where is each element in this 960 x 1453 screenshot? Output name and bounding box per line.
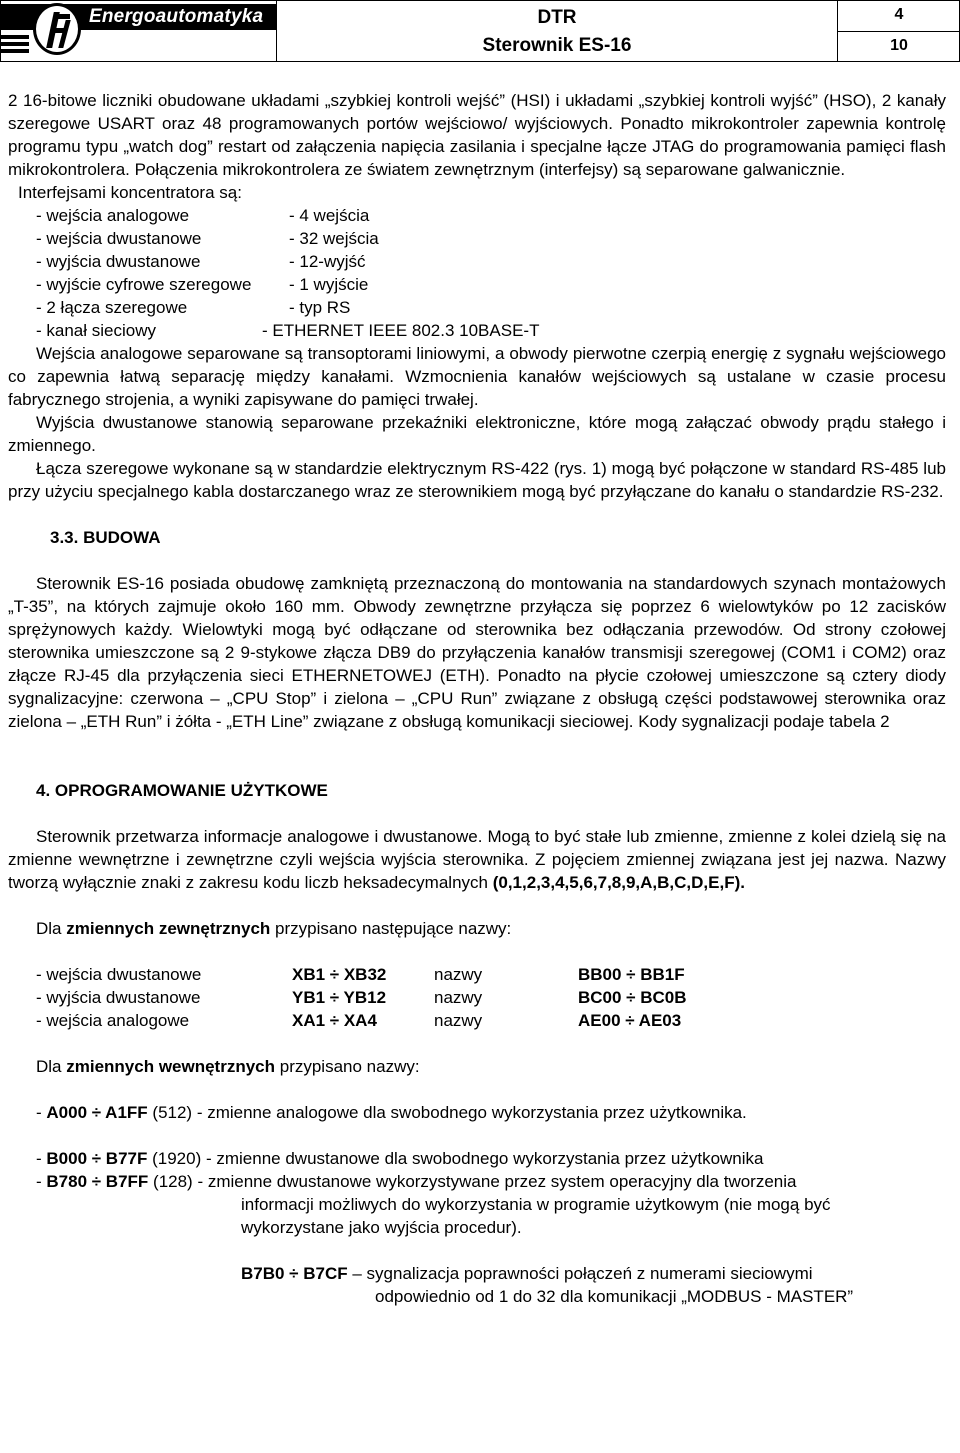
list-item [8, 250, 946, 273]
internal-var-network-status: B7B0 ÷ B7CF – sygnalizacja poprawności połączeń z numerami sieciowymi [241, 1264, 813, 1283]
section-heading-software: 4. OPROGRAMOWANIE UŻYTKOWE [36, 781, 328, 800]
section-heading-budowa: 3.3. BUDOWA [50, 528, 161, 547]
paragraph-binary-outputs: Wyjścia dwustanowe stanowią separowane przekaźniki elektroniczne, które mogą załączać obwody prądu stałego i zmiennego. [8, 413, 946, 455]
document-title: Sterownik ES-16 [482, 35, 632, 56]
list-item [8, 204, 946, 227]
paragraph-construction: Sterownik ES-16 posiada obudowę zamkniętą przeznaczoną do montowania na standardowych szynach montażowych „T-35”, na których zajmuje około 160 mm. Obwody zewnętrzne przyłącza się poprzez 6 wielowtyków po 12 zacisków sprężynowych każdy. Wielowtyki mogą być odłączane od sterownika bez odłączania przewodów. Od strony czołowej sterownika umieszczone są 2 9-stykowe złącza DB9 do przyłączenia kanałów transmisji szeregowej (COM1 i COM2) oraz złącze RJ-45 dla przyłączenia sieci ETHERNETOWEJ (ETH). Ponadto na płycie czołowej umieszczone są cztery diody sygnalizacyjne: czerwona – „CPU Stop” i zielona – „CPU Run” związane z obsługą części podstawowej sterownika oraz zielona – „ETH Run” i żółta - „ETH Line” związane z obsługą komunikacji sieciowej. Kody sygnalizacji podaje tabela 2 [8, 574, 946, 731]
interface-name: - kanał sieciowy [36, 321, 156, 340]
internal-var-binary-system: - B780 ÷ B7FF (128) - zmienne dwustanowe wykorzystywane przez system operacyjny dla tworzenia [36, 1172, 797, 1191]
section-number: 4 [838, 1, 960, 32]
header-frame [0, 0, 960, 62]
paragraph-serial-links: Łącza szeregowe wykonane są w standardzie elektrycznym RS-422 (rys. 1) mogą być połączone w standard RS-485 lub przy użyciu specjalnego kabla dostarczanego wraz ze sterownikiem mogą być przyłączane do kanału o standardzie RS-232. [8, 459, 946, 501]
interface-name: - wyjścia dwustanowe [36, 252, 201, 271]
logo-emblem-icon [33, 3, 81, 55]
company-logo [1, 1, 277, 61]
interfaces-intro: Interfejsami koncentratora są: [18, 183, 242, 202]
list-item [8, 273, 946, 296]
company-name: Energoautomatyka [89, 6, 264, 27]
paragraph-microcontroller: 2 16-bitowe liczniki obudowane układami „szybkiej kontroli wejść” (HSI) i układami „szybkiej kontroli wyjść” (HSO), 2 kanały szeregowe USART oraz 48 programowanych portów wejściowo/ wyjściowych. Ponadto mikrokontroler zapewnia kontrolę programu typu „watch dog” restart od załączenia napięcia zasilania i specjalne łącze JTAG do programowania pamięci flash mikrokontrolera. Połączenia mikrokontrolera ze światem zewnętrznym (interfejsy) są separowane galwanicznie. [8, 91, 946, 179]
table-row: - wejścia analogowe XA1 ÷ XA4 nazwy AE00 ÷ AE03 [36, 1011, 682, 1030]
interface-value: - 4 wejścia [289, 206, 370, 225]
table-row: - wyjścia dwustanowe YB1 ÷ YB12 nazwy BC00 ÷ BC0B [36, 988, 687, 1007]
interface-name: - 2 łącza szeregowe [36, 298, 188, 317]
external-vars-table [8, 963, 946, 1032]
interface-name: - wejścia analogowe [36, 206, 190, 225]
interface-value: - 12-wyjść [289, 252, 366, 271]
interface-value: - typ RS [289, 298, 351, 317]
internal-var-binary-system-cont: informacji możliwych do wykorzystania w programie użytkowym (nie mogą być [241, 1195, 831, 1214]
interface-name: - wejścia dwustanowe [36, 229, 202, 248]
logo-stripes [1, 35, 29, 55]
internal-var-analog: - A000 ÷ A1FF (512) - zmienne analogowe dla swobodnego wykorzystania przez użytkownika. [36, 1103, 747, 1122]
document-code: DTR [537, 7, 577, 28]
internal-vars-intro: Dla zmiennych wewnętrznych przypisano nazwy: [36, 1057, 420, 1076]
page-header [0, 0, 960, 62]
table-row: - wejścia dwustanowe XB1 ÷ XB32 nazwy BB00 ÷ BB1F [36, 965, 685, 984]
document-title-block [277, 1, 837, 61]
document-body [8, 89, 946, 1308]
internal-var-binary-system-cont2: wykorzystane jako wyjścia procedur). [241, 1218, 522, 1237]
list-item [8, 319, 946, 342]
internal-var-network-status-cont: odpowiednio od 1 do 32 dla komunikacji „MODBUS - MASTER” [375, 1287, 854, 1306]
paragraph-variables: Sterownik przetwarza informacje analogowe i dwustanowe. Mogą to być stałe lub zmienne, zmienne z kolei dzielą się na zmienne wewnętrzne i zewnętrzne czyli wejścia wyjścia sterownika. Z pojęciem zmiennej związana jest jej nazwa. Nazwy tworzą wyłącznie znaki z zakresu kodu liczb heksadecymalnych (0,1,2,3,4,5,6,7,8,9,A,B,C,D,E,F). [8, 827, 946, 892]
interfaces-list [8, 204, 946, 342]
internal-var-binary-free: - B000 ÷ B77F (1920) - zmienne dwustanowe dla swobodnego wykorzystania przez użytkownika [36, 1149, 764, 1168]
list-item [8, 296, 946, 319]
list-item [8, 227, 946, 250]
hex-digits: (0,1,2,3,4,5,6,7,8,9,A,B,C,D,E,F). [492, 873, 745, 892]
paragraph-analog-inputs: Wejścia analogowe separowane są transoptorami liniowymi, a obwody pierwotne czerpią energię z sygnału wejściowego co zapewnia łatwą separację między kanałami. Wzmocnienia kanałów wejściowych są ustalane w czasie procesu fabrycznego strojenia, a wyniki zapisywane do pamięci trwałej. [8, 344, 946, 409]
external-vars-intro: Dla zmiennych zewnętrznych przypisano następujące nazwy: [36, 919, 512, 938]
interface-name: - wyjście cyfrowe szeregowe [36, 275, 252, 294]
page-number-block [837, 1, 960, 61]
interface-value: - ETHERNET IEEE 802.3 10BASE-T [262, 321, 540, 340]
page-number: 10 [890, 37, 908, 54]
interface-value: - 1 wyjście [289, 275, 369, 294]
interface-value: - 32 wejścia [289, 229, 379, 248]
